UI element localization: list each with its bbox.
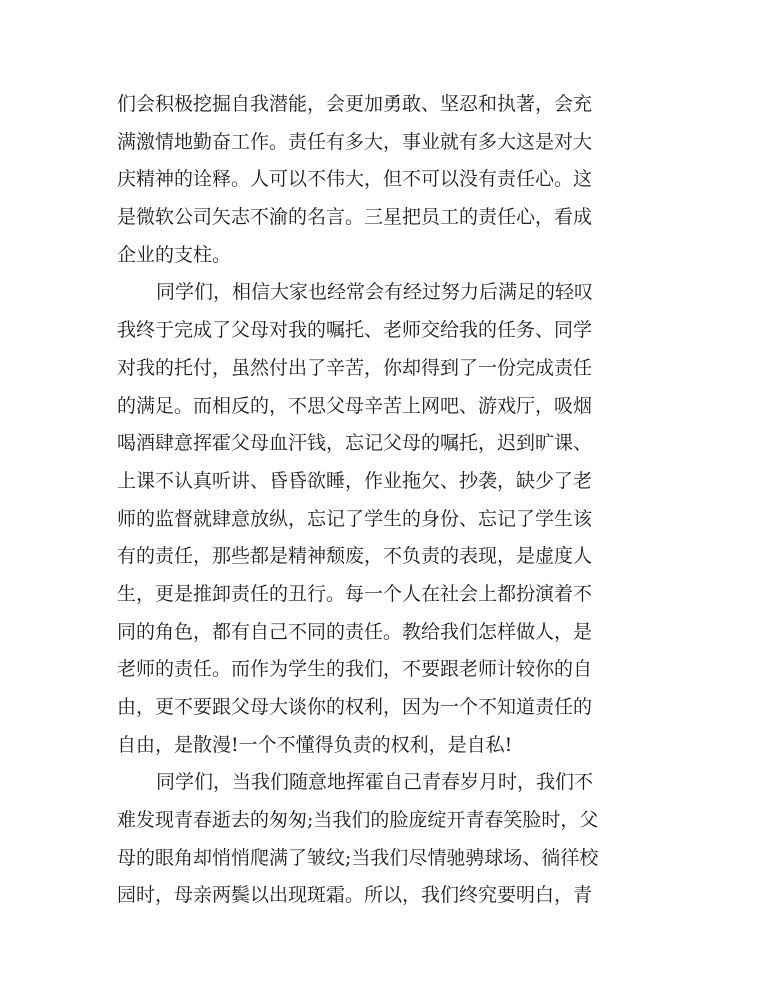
text-line: 们会积极挖掘自我潜能，会更加勇敢、坚忍和执著，会充: [117, 93, 593, 115]
text-line: 母的眼角却悄悄爬满了皱纹;当我们尽情驰骋球场、徜徉校: [117, 846, 599, 869]
paragraph-first-line: 同学们，相信大家也经常会有经过努力后满足的轻叹: [156, 281, 594, 304]
text-line: 企业的支柱。: [117, 243, 232, 266]
text-line: 由，更不要跟父母大谈你的权利，因为一个不知道责任的: [117, 696, 593, 718]
text-line: 师的监督就肆意放纵，忘记了学生的身份、忘记了学生该: [117, 507, 593, 530]
body-text: [117, 86, 647, 915]
text-line: 上课不认真听讲、昏昏欲睡，作业拖欠、抄袭，缺少了老: [117, 469, 593, 492]
text-line: 是微软公司矢志不渝的名言。三星把员工的责任心，看成: [117, 206, 593, 229]
text-line: 生，更是推卸责任的丑行。每一个人在社会上都扮演着不: [117, 582, 593, 605]
text-line: 对我的托付，虽然付出了辛苦，你却得到了一份完成责任: [117, 356, 593, 379]
text-line: 喝酒肆意挥霍父母血汗钱，忘记父母的嘱托，迟到旷课、: [117, 432, 593, 455]
text-line: 庆精神的诠释。人可以不伟大，但不可以没有责任心。这: [117, 168, 593, 191]
text-line: 我终于完成了父母对我的嘱托、老师交给我的任务、同学: [117, 319, 593, 342]
text-line: 老师的责任。而作为学生的我们，不要跟老师计较你的自: [117, 658, 593, 681]
text-line: 有的责任，那些都是精神颓废，不负责的表现，是虚度人: [117, 545, 593, 568]
text-line: 同的角色，都有自己不同的责任。教给我们怎样做人，是: [117, 620, 593, 643]
paragraph-first-line: 同学们，当我们随意地挥霍自己青春岁月时，我们不: [156, 771, 594, 794]
text-line: 难发现青春逝去的匆匆;当我们的脸庞绽开青春笑脸时，父: [117, 809, 599, 832]
text-line: 自由，是散漫!一个不懂得负责的权利，是自私!: [117, 733, 513, 756]
text-line: 的满足。而相反的，不思父母辛苦上网吧、游戏厅，吸烟: [117, 394, 593, 417]
text-line: 园时，母亲两鬓以出现斑霜。所以，我们终究要明白，青: [117, 884, 593, 907]
text-line: 满激情地勤奋工作。责任有多大，事业就有多大这是对大: [117, 130, 593, 153]
